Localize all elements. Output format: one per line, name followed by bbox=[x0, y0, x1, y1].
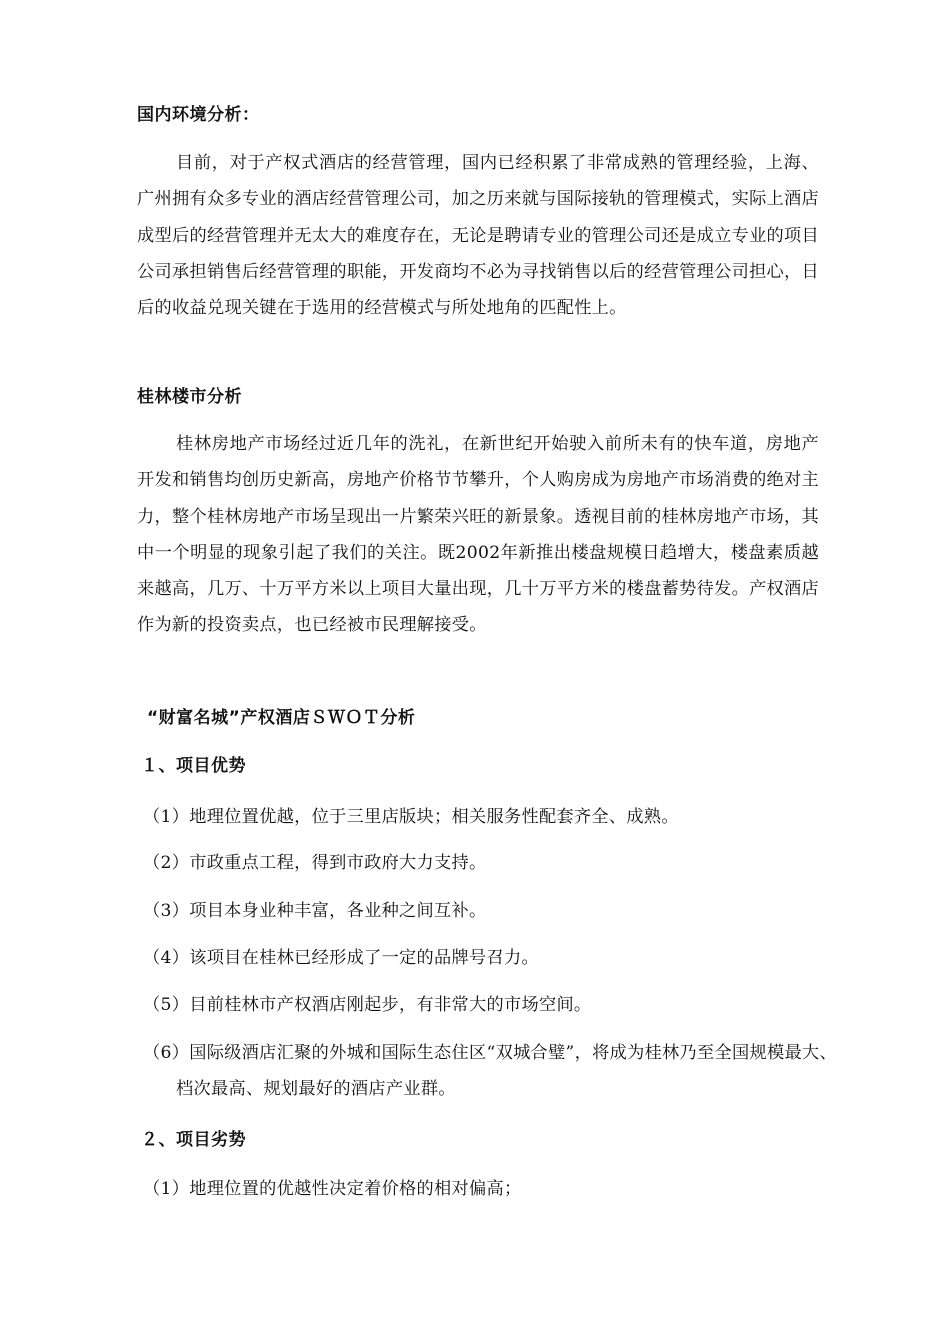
strength-item: （5）目前桂林市产权酒店刚起步，有非常大的市场空间。 bbox=[143, 995, 592, 1015]
strength-item: （2）市政重点工程，得到市政府大力支持。 bbox=[143, 853, 487, 873]
strength-item: （6）国际级酒店汇聚的外城和国际生态住区“双城合璧”，将成为桂林乃至全国规模最大、档次最高、规划最好的酒店产业群。 bbox=[143, 1043, 837, 1099]
swot-title: “财富名城”产权酒店ＳＷＯＴ分析 bbox=[147, 708, 416, 728]
paragraph-guilin-market: 桂林房地产市场经过近几年的洗礼，在新世纪开始驶入前所未有的快车道，房地产开发和销售均创历史新高，房地产价格节节攀升，个人购房成为房地产市场消费的绝对主力，整个桂林房地产市场呈现出一片繁荣兴旺的新景象。透视目前的桂林房地产市场，其中一个明显的现象引起了我们的关注。既2002年新推出楼盘规模日趋增大，楼盘素质越来越高，几万、十万平方米以上项目大量出现，几十万平方米的楼盘蓄势待发。产权酒店作为新的投资卖点，也已经被市民理解接受。 bbox=[137, 434, 820, 636]
strength-item: （3）项目本身业种丰富，各业种之间互补。 bbox=[143, 901, 487, 921]
strength-item: （4）该项目在桂林已经形成了一定的品牌号召力。 bbox=[143, 948, 539, 968]
strengths-heading: １、项目优势 bbox=[141, 756, 246, 776]
paragraph-domestic: 目前，对于产权式酒店的经营管理，国内已经积累了非常成熟的管理经验，上海、广州拥有众多专业的酒店经营管理公司，加之历来就与国际接轨的管理模式，实际上酒店成型后的经营管理并无太大的难度存在，无论是聘请专业的管理公司还是成立专业的项目公司承担销售后经营管理的职能，开发商均不必为寻找销售以后的经营管理公司担心，日后的收益兑现关键在于选用的经营模式与所处地角的匹配性上。 bbox=[137, 153, 820, 319]
section-heading-guilin-market: 桂林楼市分析 bbox=[137, 387, 242, 407]
weakness-item: （1）地理位置的优越性决定着价格的相对偏高； bbox=[143, 1179, 522, 1199]
strength-item: （1）地理位置优越，位于三里店版块；相关服务性配套齐全、成熟。 bbox=[143, 807, 679, 827]
weaknesses-heading: ２、项目劣势 bbox=[141, 1130, 246, 1150]
section-heading-domestic: 国内环境分析： bbox=[137, 105, 260, 125]
